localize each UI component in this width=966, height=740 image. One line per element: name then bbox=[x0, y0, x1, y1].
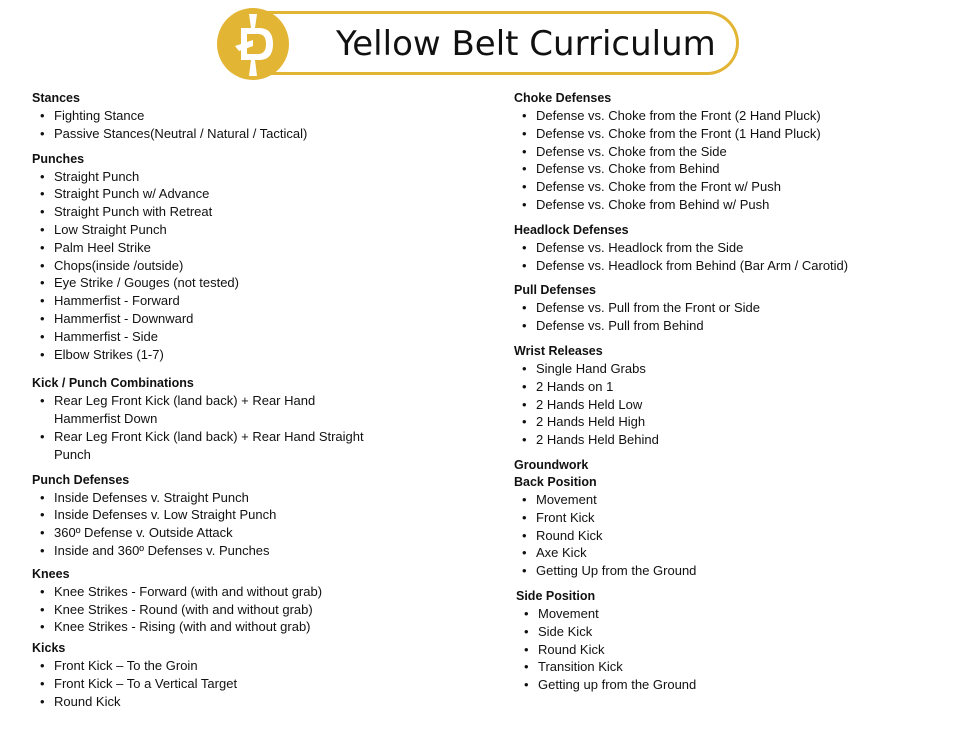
list-item: • Defense vs. Pull from Behind bbox=[514, 317, 954, 335]
list-item: • Straight Punch w/ Advance bbox=[32, 185, 472, 203]
list-item: • Defense vs. Pull from the Front or Side bbox=[514, 299, 954, 317]
section-kicks bbox=[32, 640, 472, 710]
list-item: • Defense vs. Headlock from Behind (Bar Arm / Carotid) bbox=[514, 257, 954, 275]
section-back-position bbox=[514, 474, 954, 580]
section-headlock-defenses bbox=[514, 222, 954, 275]
list-item: • 360º Defense v. Outside Attack bbox=[32, 524, 472, 542]
list-item: • Getting Up from the Ground bbox=[514, 562, 954, 580]
section-choke-defenses bbox=[514, 90, 954, 214]
section-side-position bbox=[516, 588, 954, 694]
list-item: • Knee Strikes - Forward (with and without grab) bbox=[32, 583, 472, 601]
logo-icon bbox=[215, 6, 291, 82]
list-item: • Front Kick bbox=[514, 509, 954, 527]
section-title: Stances bbox=[32, 91, 80, 105]
list-item: • Hammerfist - Side bbox=[32, 328, 472, 346]
list-item: • Front Kick – To a Vertical Target bbox=[32, 675, 472, 693]
list-item: • Side Kick bbox=[516, 623, 954, 641]
list-item: • Hammerfist - Downward bbox=[32, 310, 472, 328]
list-item: • Fighting Stance bbox=[32, 107, 472, 125]
section-title: Choke Defenses bbox=[514, 91, 612, 105]
list-item: • Rear Leg Front Kick (land back) + Rear Hand Hammerfist Down bbox=[32, 392, 372, 428]
section-title: Wrist Releases bbox=[514, 343, 603, 358]
section-punch-defenses bbox=[32, 472, 472, 560]
section-stances bbox=[32, 90, 472, 143]
list-item: • Defense vs. Choke from Behind w/ Push bbox=[514, 196, 954, 214]
list-item: • Front Kick – To the Groin bbox=[32, 657, 472, 675]
header bbox=[0, 0, 966, 90]
list-item: • Defense vs. Choke from the Front w/ Push bbox=[514, 178, 954, 196]
list-item: • Inside Defenses v. Low Straight Punch bbox=[32, 506, 472, 524]
list-item: • Transition Kick bbox=[516, 658, 954, 676]
section-title: Punch Defenses bbox=[32, 472, 130, 487]
list-item: • Round Kick bbox=[32, 693, 472, 711]
list-item: • Defense vs. Choke from the Side bbox=[514, 143, 954, 161]
list-item: • Movement bbox=[516, 605, 954, 623]
section-knees bbox=[32, 566, 472, 636]
list-item: • Axe Kick bbox=[514, 544, 954, 562]
list-item: • Defense vs. Choke from the Front (2 Hand Pluck) bbox=[514, 107, 954, 125]
section-title: Headlock Defenses bbox=[514, 222, 629, 237]
list-item: • Elbow Strikes (1-7) bbox=[32, 346, 472, 364]
list-item: • 2 Hands Held Low bbox=[514, 396, 954, 414]
list-item: • Defense vs. Choke from Behind bbox=[514, 160, 954, 178]
left-column bbox=[32, 90, 472, 711]
list-item: • 2 Hands Held High bbox=[514, 413, 954, 431]
list-item: • Inside and 360º Defenses v. Punches bbox=[32, 542, 472, 560]
list-item: • Single Hand Grabs bbox=[514, 360, 954, 378]
list-item: • 2 Hands on 1 bbox=[514, 378, 954, 396]
list-item: • Round Kick bbox=[514, 527, 954, 545]
list-item: • Passive Stances(Neutral / Natural / Tactical) bbox=[32, 125, 472, 143]
section-wrist-releases bbox=[514, 343, 954, 449]
list-item: • Defense vs. Headlock from the Side bbox=[514, 239, 954, 257]
section-punches bbox=[32, 151, 472, 364]
list-item: • Inside Defenses v. Straight Punch bbox=[32, 489, 472, 507]
list-item: • Hammerfist - Forward bbox=[32, 292, 472, 310]
right-column bbox=[514, 90, 954, 694]
list-item: • Movement bbox=[514, 491, 954, 509]
list-item: • Straight Punch with Retreat bbox=[32, 203, 472, 221]
list-item: • Knee Strikes - Round (with and without grab) bbox=[32, 601, 472, 619]
list-item: • 2 Hands Held Behind bbox=[514, 431, 954, 449]
list-item: • Rear Leg Front Kick (land back) + Rear Hand Straight Punch bbox=[32, 428, 372, 464]
page-title: Yellow Belt Curriculum bbox=[336, 24, 716, 64]
section-title: Kicks bbox=[32, 641, 66, 656]
list-item: • Getting up from the Ground bbox=[516, 676, 954, 694]
section-title: Side Position bbox=[516, 588, 596, 603]
list-item: • Chops(inside /outside) bbox=[32, 257, 472, 275]
section-title: Knees bbox=[32, 566, 70, 581]
list-item: • Knee Strikes - Rising (with and without grab) bbox=[32, 618, 472, 636]
list-item: • Defense vs. Choke from the Front (1 Hand Pluck) bbox=[514, 125, 954, 143]
section-pull-defenses bbox=[514, 282, 954, 335]
list-item: • Eye Strike / Gouges (not tested) bbox=[32, 274, 472, 292]
section-title: Groundwork bbox=[514, 457, 589, 472]
section-title: Back Position bbox=[514, 474, 597, 489]
section-groundwork bbox=[514, 457, 954, 474]
list-item: • Straight Punch bbox=[32, 168, 472, 186]
list-item: • Low Straight Punch bbox=[32, 221, 472, 239]
list-item: • Palm Heel Strike bbox=[32, 239, 472, 257]
section-title: Kick / Punch Combinations bbox=[32, 376, 194, 391]
list-item: • Round Kick bbox=[516, 641, 954, 659]
section-kick-punch-combinations bbox=[32, 375, 472, 463]
section-title: Punches bbox=[32, 151, 85, 166]
section-title: Pull Defenses bbox=[514, 283, 596, 298]
